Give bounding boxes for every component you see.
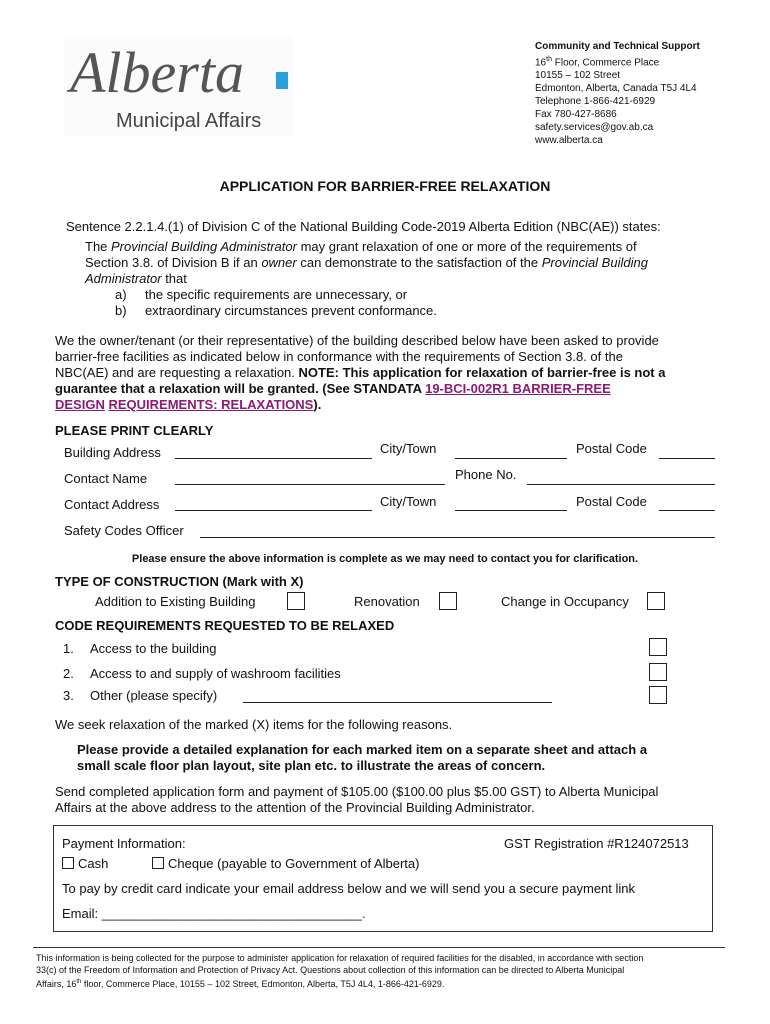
postal-code-label-2: Postal Code	[576, 494, 647, 509]
code-item-3-label: Other (please specify)	[90, 688, 218, 703]
postal-code-label-1: Postal Code	[576, 441, 647, 456]
logo-subtitle: Municipal Affairs	[116, 110, 262, 132]
footer-line-2: 33(c) of the Freedom of Information and Protection of Privacy Act. Questions about collection of this information can be directed to Alberta Municipal	[36, 965, 625, 975]
office-email[interactable]: safety.services@gov.ab.ca	[535, 122, 654, 134]
office-fax: Fax 780-427-8686	[535, 109, 617, 121]
contact-address-field[interactable]	[175, 498, 372, 511]
code-item-1-checkbox[interactable]	[649, 638, 667, 656]
explanation-line-1: Please provide a detailed explanation for each marked item on a separate sheet and attach a	[77, 742, 648, 757]
gst-registration: GST Registration #R124072513	[504, 836, 689, 851]
credit-card-note: To pay by credit card indicate your email address below and we will send you a secure payment link	[62, 881, 636, 896]
sentence-intro: Sentence 2.2.1.4.(1) of Division C of the National Building Code-2019 Alberta Edition (NBC(AE)) states:	[66, 219, 661, 234]
para-line-2: barrier-free facilities as indicated below in conformance with the requirements of Section 3.8. of the	[55, 349, 623, 364]
phone-no-label: Phone No.	[455, 467, 517, 482]
para-line-1: We the owner/tenant (or their representative) of the building described below have been asked to provide	[55, 333, 659, 348]
city-town-label-2: City/Town	[380, 494, 437, 509]
construction-addition-checkbox[interactable]	[287, 592, 305, 610]
contact-name-field[interactable]	[175, 472, 445, 485]
payment-box	[53, 825, 713, 932]
safety-codes-officer-field[interactable]	[200, 525, 715, 538]
postal-code-field-2[interactable]	[659, 498, 715, 511]
standata-link[interactable]: 19-BCI-002R1 BARRIER-FREE	[425, 381, 611, 396]
city-town-field-1[interactable]	[455, 446, 567, 459]
office-phone: Telephone 1-866-421-6929	[535, 96, 656, 108]
office-floor: 16th Floor, Commerce Place	[535, 56, 660, 69]
para-line-3: NBC(AE) and are requesting a relaxation. NOTE: This application for relaxation of barrier-free is not a	[55, 365, 666, 380]
city-town-field-2[interactable]	[455, 498, 567, 511]
cheque-option[interactable]: Cheque (payable to Government of Alberta)	[152, 856, 419, 872]
logo-blue-square	[276, 72, 288, 89]
construction-occupancy-checkbox[interactable]	[647, 592, 665, 610]
quote-item-b: b) extraordinary circumstances prevent conformance.	[115, 303, 437, 318]
office-name: Community and Technical Support	[535, 41, 700, 52]
construction-addition-label: Addition to Existing Building	[95, 594, 256, 609]
send-line-1: Send completed application form and payment of $105.00 ($100.00 plus $5.00 GST) to Alberta Municipal	[55, 784, 659, 799]
code-item-3-number: 3.	[63, 688, 74, 703]
quote-line-3: Administrator that	[85, 271, 187, 286]
phone-no-field[interactable]	[527, 472, 715, 485]
code-item-1-label: Access to the building	[90, 641, 217, 656]
office-street: 10155 – 102 Street	[535, 70, 621, 82]
office-address-block	[535, 40, 760, 147]
payment-label: Payment Information:	[62, 836, 186, 851]
standata-link-cont-2[interactable]: REQUIREMENTS: RELAXATIONS	[108, 397, 314, 412]
quote-item-a: a) the specific requirements are unnecessary, or	[115, 287, 408, 302]
construction-occupancy-label: Change in Occupancy	[501, 594, 629, 609]
quote-block	[85, 239, 705, 319]
footer-line-3: Affairs, 16th floor, Commerce Place, 10155 – 102 Street, Edmonton, Alberta, T5J 4L4, 1-866-421-6929.	[36, 979, 445, 989]
standata-link-cont[interactable]: DESIGN	[55, 397, 105, 412]
alberta-logo	[64, 36, 294, 136]
city-town-label-1: City/Town	[380, 441, 437, 456]
code-item-2-number: 2.	[63, 666, 74, 681]
para-line-5: DESIGN REQUIREMENTS: RELAXATIONS).	[55, 397, 322, 412]
safety-codes-officer-label: Safety Codes Officer	[64, 523, 184, 538]
quote-line-1: The Provincial Building Administrator may grant relaxation of one or more of the requirements of	[85, 239, 637, 254]
logo-wordmark: Alberta	[70, 40, 244, 105]
seek-statement: We seek relaxation of the marked (X) items for the following reasons.	[55, 717, 453, 732]
building-address-field[interactable]	[175, 446, 372, 459]
code-item-3-specify-field[interactable]	[243, 690, 552, 703]
ensure-note: Please ensure the above information is complete as we may need to contact you for clarification.	[131, 553, 639, 565]
code-item-1-number: 1.	[63, 641, 74, 656]
office-website[interactable]: www.alberta.ca	[535, 135, 603, 147]
code-requirements-heading: CODE REQUIREMENTS REQUESTED TO BE RELAXED	[55, 618, 395, 633]
email-field[interactable]: Email: ____________________________________.	[62, 906, 366, 921]
print-clearly-heading: PLEASE PRINT CLEARLY	[55, 423, 214, 438]
contact-address-label: Contact Address	[64, 497, 160, 512]
request-paragraph	[55, 333, 755, 413]
footer-notice	[36, 952, 736, 990]
construction-renovation-checkbox[interactable]	[439, 592, 457, 610]
contact-name-label: Contact Name	[64, 471, 148, 486]
explanation-instructions	[77, 742, 757, 774]
postal-code-field-1[interactable]	[659, 446, 715, 459]
building-address-label: Building Address	[64, 445, 161, 460]
footer-line-1: This information is being collected for the purpose to administer application for relaxation of required facilities for the disabled, in accordance with section	[36, 953, 644, 963]
construction-heading: TYPE OF CONSTRUCTION (Mark with X)	[55, 574, 304, 589]
quote-line-2: Section 3.8. of Division B if an owner can demonstrate to the satisfaction of the Provincial Building	[85, 255, 648, 270]
cash-checkbox[interactable]	[62, 857, 74, 869]
code-item-2-checkbox[interactable]	[649, 663, 667, 681]
office-city: Edmonton, Alberta, Canada T5J 4L4	[535, 83, 697, 95]
cash-option[interactable]: Cash	[62, 856, 108, 872]
cheque-checkbox[interactable]	[152, 857, 164, 869]
send-line-2: Affairs at the above address to the attention of the Provincial Building Administrator.	[55, 800, 535, 815]
explanation-line-2: small scale floor plan layout, site plan etc. to illustrate the areas of concern.	[77, 758, 546, 773]
construction-renovation-label: Renovation	[354, 594, 420, 609]
footer-divider	[33, 947, 725, 948]
code-item-2-label: Access to and supply of washroom facilities	[90, 666, 341, 681]
page-title: APPLICATION FOR BARRIER-FREE RELAXATION	[219, 178, 551, 194]
para-line-4: guarantee that a relaxation will be granted. (See STANDATA 19-BCI-002R1 BARRIER-FREE	[55, 381, 611, 396]
code-item-3-checkbox[interactable]	[649, 686, 667, 704]
send-instructions	[55, 784, 755, 816]
